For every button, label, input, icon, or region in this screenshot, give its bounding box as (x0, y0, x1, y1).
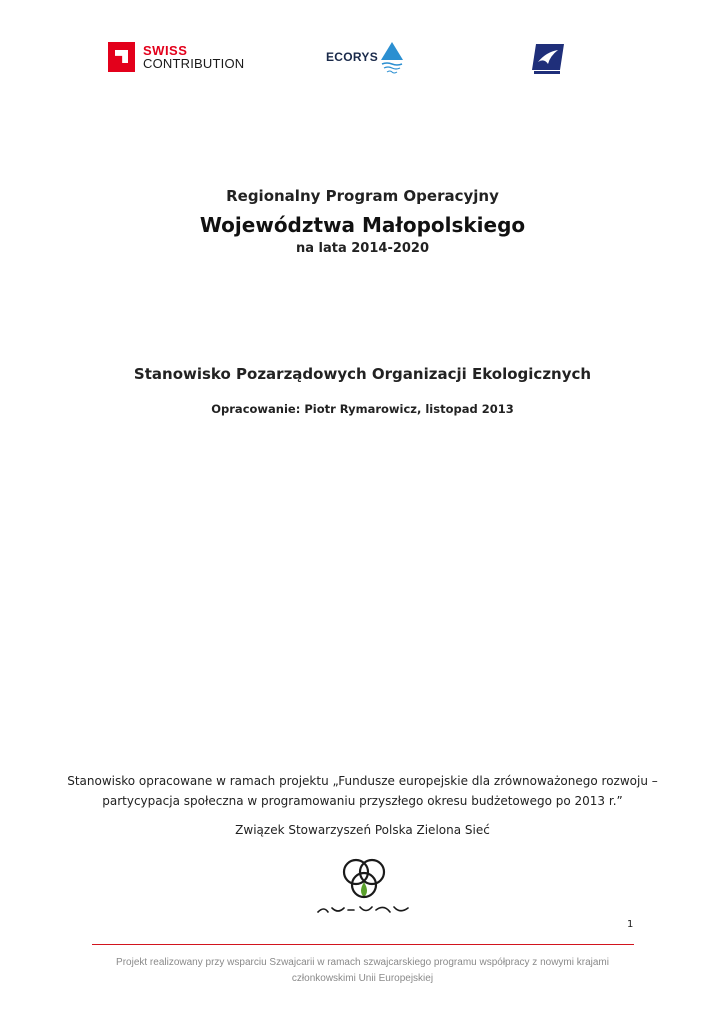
ecorys-logo (326, 42, 403, 74)
project-line1: Stanowisko opracowane w ramach projektu „Fundusze europejskie dla zrównoważonego rozwoju – (67, 774, 658, 788)
title-line1: Regionalny Program Operacyjny (226, 187, 499, 205)
footer-line1: Projekt realizowany przy wsparciu Szwajcarii w ramach szwajcarskiego programu współpracy z nowymi krajami (116, 957, 609, 968)
document-subtitle: Stanowisko Pozarządowych Organizacji Ekologicznych (133, 365, 592, 383)
author-line: Opracowanie: Piotr Rymarowicz, listopad 2013 (211, 402, 514, 416)
header-logos (0, 38, 725, 78)
polska-zielona-siec-logo (314, 852, 414, 922)
footer-divider (92, 944, 634, 945)
project-line2: partycypacja społeczna w programowaniu przyszłego okresu budżetowego po 2013 r.” (102, 794, 623, 808)
organization-name: Związek Stowarzyszeń Polska Zielona Sieć (235, 823, 490, 837)
project-statement (0, 771, 725, 811)
three-circles-icon (344, 860, 384, 897)
page-title: Województwa Małopolskiego (199, 213, 526, 237)
swiss-contribution-logo (108, 42, 244, 72)
swiss-flag-icon (108, 42, 135, 72)
swiss-logo-line1: SWISS (143, 43, 188, 58)
footer-note (0, 955, 725, 987)
title-period: na lata 2014-2020 (295, 241, 430, 256)
ecorys-triangle-icon (381, 42, 403, 74)
swiss-logo-line2: CONTRIBUTION (143, 56, 245, 71)
page-number: 1 (627, 919, 634, 930)
bird-emblem-icon (530, 42, 566, 76)
footer-line2: członkowskimi Unii Europejskiej (291, 973, 434, 984)
ecorys-logo-text: ECORYS (326, 50, 379, 64)
